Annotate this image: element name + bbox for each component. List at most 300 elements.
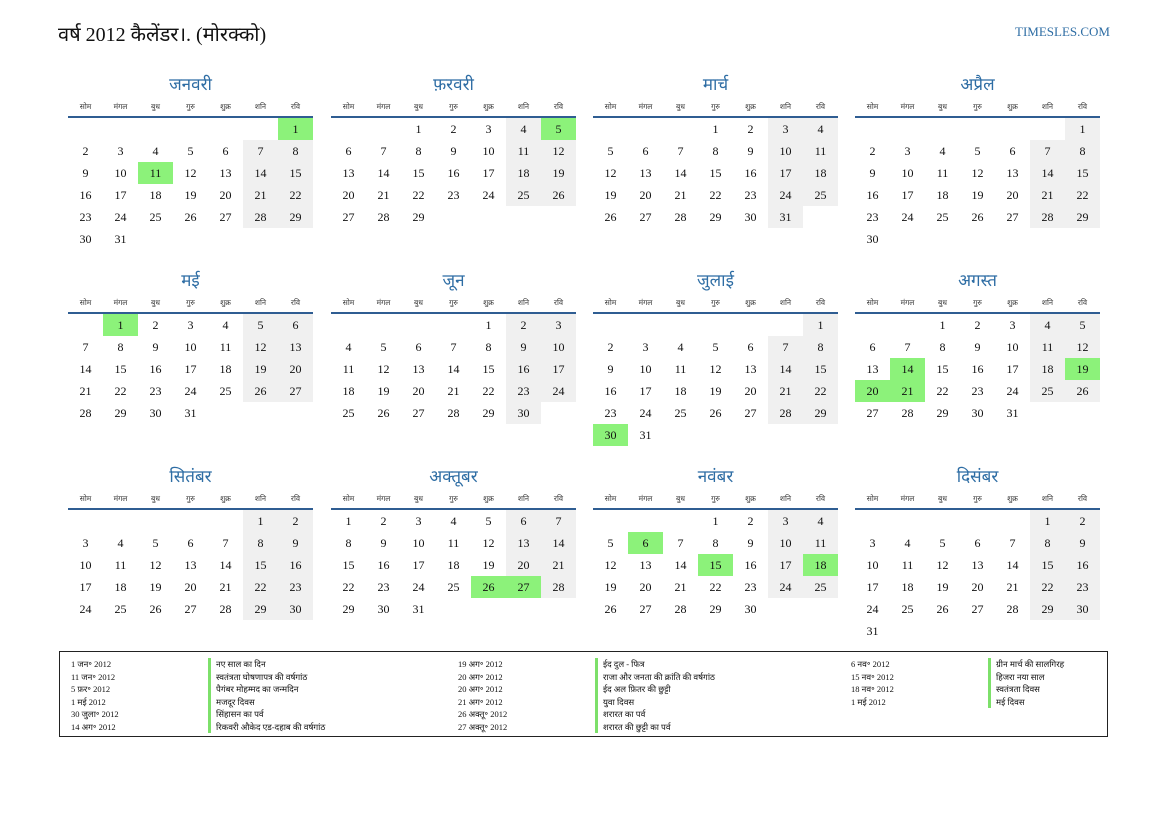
legend-date: 26 अक्तू॰ 2012 — [458, 709, 508, 719]
month-name: जून — [442, 271, 465, 290]
weekday-label: रवि — [1077, 298, 1088, 307]
empty-cell — [960, 118, 995, 140]
day-cell: 3 — [869, 536, 876, 550]
day-cell: 8 — [939, 340, 946, 354]
legend-date: 1 मई 2012 — [71, 696, 106, 707]
legend-date: 6 नव॰ 2012 — [851, 659, 890, 669]
weekday-label: सोम — [866, 298, 879, 307]
day-cell: 1 — [415, 122, 422, 136]
weekday-label: शुक्र — [745, 102, 756, 111]
legend-row — [447, 696, 715, 709]
weekday-label: सोम — [342, 102, 355, 111]
day-cell: 18 — [901, 580, 914, 594]
day-cell: 29 — [936, 406, 949, 420]
weekday-header — [331, 294, 576, 314]
empty-cell — [960, 510, 995, 532]
day-cell: 30 — [506, 402, 541, 424]
day-cell: 26 — [936, 602, 949, 616]
day-cell: 20 — [971, 580, 984, 594]
day-cell: 3 — [768, 510, 803, 532]
day-cell: 23 — [377, 580, 390, 594]
day-cell: 24 — [901, 210, 914, 224]
day-cell: 21 — [768, 380, 803, 402]
day-cell: 5 — [152, 536, 159, 550]
weekday-label: सोम — [866, 494, 879, 503]
day-cell: 21 — [243, 184, 278, 206]
day-cell: 18 — [506, 162, 541, 184]
month-name: अक्तूबर — [429, 467, 478, 486]
day-cell: 6 — [869, 340, 876, 354]
legend-date: 19 अग॰ 2012 — [458, 659, 503, 669]
legend-row — [840, 696, 1064, 709]
empty-cell — [366, 118, 401, 140]
day-cell: 19 — [377, 384, 390, 398]
day-cell: 16 — [447, 166, 460, 180]
day-cell: 23 — [447, 188, 460, 202]
day-grid — [68, 118, 313, 250]
legend-holiday-name: मजदूर दिवस — [208, 696, 255, 709]
day-cell: 30 — [377, 602, 390, 616]
day-cell: 17 — [768, 554, 803, 576]
day-cell: 19 — [184, 188, 197, 202]
legend-holiday-name: ईद दुल - फित्र — [595, 658, 645, 671]
day-cell: 18 — [447, 558, 460, 572]
day-cell: 17 — [482, 166, 495, 180]
empty-cell — [68, 118, 103, 140]
day-cell: 29 — [243, 598, 278, 620]
day-cell: 16 — [506, 358, 541, 380]
day-cell: 25 — [114, 602, 127, 616]
weekday-label: रवि — [553, 102, 564, 111]
day-cell: 27 — [1006, 210, 1019, 224]
day-cell: 4 — [506, 118, 541, 140]
day-cell: 6 — [747, 340, 754, 354]
day-cell: 28 — [243, 206, 278, 228]
weekday-header — [593, 294, 838, 314]
empty-cell — [138, 510, 173, 532]
month-block — [68, 72, 313, 250]
empty-cell — [925, 118, 960, 140]
weekday-label: गुरु — [973, 298, 982, 307]
day-cell: 3 — [117, 144, 124, 158]
day-cell: 22 — [1065, 184, 1100, 206]
day-cell: 7 — [677, 536, 684, 550]
weekday-label: रवि — [815, 102, 826, 111]
weekday-label: सोम — [342, 494, 355, 503]
weekday-label: गुरु — [711, 494, 720, 503]
empty-cell — [593, 314, 628, 336]
legend-holiday-name: युवा दिवस — [595, 696, 634, 709]
day-cell: 5 — [243, 314, 278, 336]
day-cell: 2 — [1065, 510, 1100, 532]
day-cell: 5 — [974, 144, 981, 158]
weekday-header — [855, 490, 1100, 510]
day-cell: 22 — [482, 384, 495, 398]
weekday-label: बुध — [414, 102, 423, 111]
day-cell: 30 — [79, 232, 92, 246]
weekday-label: सोम — [79, 298, 92, 307]
weekday-label: गुरु — [711, 102, 720, 111]
day-cell: 26 — [377, 406, 390, 420]
day-cell: 16 — [866, 188, 879, 202]
legend-row — [447, 658, 715, 671]
legend-date: 5 फ़र॰ 2012 — [71, 684, 111, 694]
day-cell: 6 — [278, 314, 313, 336]
weekday-label: रवि — [553, 494, 564, 503]
day-cell: 3 — [904, 144, 911, 158]
weekday-label: सोम — [79, 102, 92, 111]
day-cell: 28 — [901, 406, 914, 420]
day-cell: 3 — [485, 122, 492, 136]
empty-cell — [768, 314, 803, 336]
legend-row — [60, 708, 325, 721]
day-cell: 10 — [184, 340, 197, 354]
day-cell: 27 — [744, 406, 757, 420]
day-cell: 22 — [709, 188, 722, 202]
weekday-header — [331, 98, 576, 118]
empty-cell — [628, 314, 663, 336]
day-grid — [593, 510, 838, 620]
day-cell: 28 — [1030, 206, 1065, 228]
holiday-day: 6 — [628, 532, 663, 554]
day-cell: 1 — [1065, 118, 1100, 140]
day-cell: 6 — [187, 536, 194, 550]
day-grid — [68, 510, 313, 620]
day-grid — [855, 510, 1100, 642]
empty-cell — [331, 314, 366, 336]
day-cell: 26 — [243, 380, 278, 402]
day-cell: 13 — [184, 558, 197, 572]
day-cell: 4 — [939, 144, 946, 158]
day-cell: 12 — [243, 336, 278, 358]
weekday-label: गुरु — [973, 494, 982, 503]
day-cell: 25 — [901, 602, 914, 616]
empty-cell — [243, 118, 278, 140]
weekday-label: शनि — [1041, 102, 1054, 111]
day-cell: 9 — [82, 166, 89, 180]
day-cell: 3 — [1009, 318, 1016, 332]
day-cell: 26 — [149, 602, 162, 616]
day-cell: 7 — [380, 144, 387, 158]
month-name: अगस्त — [958, 271, 997, 290]
day-cell: 29 — [1030, 598, 1065, 620]
day-cell: 10 — [768, 532, 803, 554]
day-cell: 15 — [342, 558, 355, 572]
day-cell: 8 — [712, 536, 719, 550]
day-cell: 12 — [1065, 336, 1100, 358]
day-cell: 13 — [506, 532, 541, 554]
legend-holiday-name: शरारत का पर्व — [595, 708, 645, 721]
empty-cell — [855, 510, 890, 532]
month-block — [68, 464, 313, 620]
empty-cell — [890, 314, 925, 336]
day-cell: 9 — [278, 532, 313, 554]
weekday-label: मंगल — [638, 298, 653, 307]
day-cell: 25 — [506, 184, 541, 206]
day-cell: 9 — [607, 362, 614, 376]
day-cell: 2 — [974, 318, 981, 332]
day-cell: 27 — [219, 210, 232, 224]
day-cell: 27 — [342, 210, 355, 224]
day-cell: 28 — [377, 210, 390, 224]
day-cell: 17 — [79, 580, 92, 594]
day-cell: 4 — [904, 536, 911, 550]
weekday-label: गुरु — [186, 102, 195, 111]
legend-column-3 — [840, 658, 1064, 708]
weekday-label: शनि — [1041, 494, 1054, 503]
day-cell: 2 — [82, 144, 89, 158]
legend-holiday-name: पैगंबर मोहम्मद का जन्मदिन — [208, 683, 299, 696]
legend-column-1 — [60, 658, 325, 733]
day-cell: 23 — [604, 406, 617, 420]
weekday-label: शनि — [779, 298, 792, 307]
day-cell: 1 — [485, 318, 492, 332]
day-cell: 9 — [450, 144, 457, 158]
day-cell: 8 — [117, 340, 124, 354]
weekday-label: शुक्र — [483, 494, 494, 503]
day-cell: 10 — [541, 336, 576, 358]
day-cell: 14 — [79, 362, 92, 376]
day-grid — [855, 314, 1100, 424]
empty-cell — [593, 510, 628, 532]
day-cell: 28 — [79, 406, 92, 420]
weekday-header — [68, 98, 313, 118]
legend-date: 14 अग॰ 2012 — [71, 721, 116, 732]
day-cell: 15 — [278, 162, 313, 184]
empty-cell — [663, 314, 698, 336]
day-cell: 10 — [901, 166, 914, 180]
day-cell: 16 — [79, 188, 92, 202]
month-block — [593, 268, 838, 446]
legend-holiday-name: स्वतंत्रता घोषणापत्र की वर्षगांठ — [208, 671, 307, 684]
day-cell: 31 — [412, 602, 425, 616]
day-cell: 13 — [1006, 166, 1019, 180]
day-cell: 22 — [936, 384, 949, 398]
day-cell: 29 — [278, 206, 313, 228]
legend-date: 30 जुला॰ 2012 — [71, 709, 119, 719]
empty-cell — [173, 510, 208, 532]
day-cell: 7 — [541, 510, 576, 532]
weekday-label: गुरु — [186, 298, 195, 307]
day-cell: 21 — [1030, 184, 1065, 206]
holiday-day: 20 — [855, 380, 890, 402]
weekday-header — [855, 98, 1100, 118]
empty-cell — [995, 510, 1030, 532]
day-cell: 19 — [541, 162, 576, 184]
weekday-label: शुक्र — [220, 102, 231, 111]
weekday-label: बुध — [938, 494, 947, 503]
holiday-day: 27 — [506, 576, 541, 598]
legend-row — [447, 721, 715, 734]
day-cell: 2 — [278, 510, 313, 532]
day-cell: 27 — [639, 602, 652, 616]
day-cell: 30 — [1065, 598, 1100, 620]
weekday-label: शनि — [254, 102, 267, 111]
weekday-header — [593, 490, 838, 510]
month-name: सितंबर — [169, 467, 212, 486]
day-cell: 4 — [803, 118, 838, 140]
empty-cell — [103, 510, 138, 532]
day-cell: 15 — [412, 166, 425, 180]
day-cell: 8 — [243, 532, 278, 554]
weekday-label: रवि — [815, 298, 826, 307]
day-cell: 18 — [1030, 358, 1065, 380]
day-cell: 4 — [1030, 314, 1065, 336]
day-cell: 7 — [677, 144, 684, 158]
day-cell: 19 — [971, 188, 984, 202]
day-cell: 10 — [412, 536, 425, 550]
day-cell: 31 — [1006, 406, 1019, 420]
day-cell: 26 — [604, 210, 617, 224]
day-cell: 8 — [803, 336, 838, 358]
day-cell: 16 — [377, 558, 390, 572]
weekday-label: बुध — [676, 494, 685, 503]
day-cell: 13 — [971, 558, 984, 572]
empty-cell — [733, 314, 768, 336]
day-grid — [593, 314, 838, 446]
day-cell: 5 — [939, 536, 946, 550]
weekday-label: बुध — [151, 298, 160, 307]
weekday-label: मंगल — [376, 102, 391, 111]
day-cell: 16 — [278, 554, 313, 576]
weekday-label: सोम — [79, 494, 92, 503]
day-cell: 9 — [380, 536, 387, 550]
day-cell: 9 — [152, 340, 159, 354]
day-cell: 9 — [747, 536, 754, 550]
day-cell: 28 — [1006, 602, 1019, 616]
legend-row — [840, 658, 1064, 671]
day-cell: 1 — [243, 510, 278, 532]
legend-row — [60, 658, 325, 671]
empty-cell — [436, 314, 471, 336]
weekday-label: गुरु — [973, 102, 982, 111]
day-cell: 31 — [114, 232, 127, 246]
day-cell: 29 — [1065, 206, 1100, 228]
day-cell: 14 — [768, 358, 803, 380]
day-cell: 24 — [639, 406, 652, 420]
day-cell: 12 — [541, 140, 576, 162]
day-cell: 24 — [114, 210, 127, 224]
day-grid — [68, 314, 313, 424]
day-cell: 2 — [506, 314, 541, 336]
day-cell: 29 — [114, 406, 127, 420]
holiday-day: 19 — [1065, 358, 1100, 380]
day-cell: 16 — [744, 166, 757, 180]
day-cell: 5 — [607, 536, 614, 550]
day-cell: 30 — [744, 210, 757, 224]
day-cell: 30 — [744, 602, 757, 616]
month-block — [593, 72, 838, 228]
weekday-label: शनि — [254, 298, 267, 307]
day-cell: 11 — [674, 362, 687, 376]
day-cell: 13 — [639, 558, 652, 572]
day-cell: 14 — [1030, 162, 1065, 184]
weekday-label: रवि — [553, 298, 564, 307]
day-cell: 20 — [412, 384, 425, 398]
day-cell: 31 — [184, 406, 197, 420]
day-cell: 8 — [1030, 532, 1065, 554]
day-cell: 25 — [149, 210, 162, 224]
weekday-label: मंगल — [638, 494, 653, 503]
day-cell: 23 — [1065, 576, 1100, 598]
empty-cell — [208, 510, 243, 532]
day-cell: 23 — [506, 380, 541, 402]
day-cell: 20 — [219, 188, 232, 202]
empty-cell — [663, 118, 698, 140]
day-cell: 7 — [904, 340, 911, 354]
day-cell: 17 — [639, 384, 652, 398]
day-cell: 14 — [243, 162, 278, 184]
day-cell: 24 — [184, 384, 197, 398]
weekday-label: मंगल — [113, 102, 128, 111]
day-cell: 5 — [485, 514, 492, 528]
day-cell: 30 — [149, 406, 162, 420]
day-cell: 12 — [604, 166, 617, 180]
day-cell: 1 — [345, 514, 352, 528]
day-cell: 18 — [114, 580, 127, 594]
legend-date: 11 जन॰ 2012 — [71, 671, 116, 682]
day-cell: 6 — [415, 340, 422, 354]
day-cell: 25 — [674, 406, 687, 420]
day-cell: 14 — [541, 532, 576, 554]
weekday-label: शुक्र — [1007, 298, 1018, 307]
legend-date: 18 नव॰ 2012 — [851, 684, 894, 694]
month-block — [855, 268, 1100, 424]
day-cell: 29 — [482, 406, 495, 420]
day-cell: 4 — [117, 536, 124, 550]
weekday-label: शनि — [517, 102, 530, 111]
site-link[interactable]: TIMESLES.COM — [1015, 24, 1110, 39]
day-cell: 14 — [674, 558, 687, 572]
empty-cell — [208, 118, 243, 140]
weekday-label: रवि — [1077, 494, 1088, 503]
empty-cell — [401, 314, 436, 336]
day-cell: 14 — [219, 558, 232, 572]
day-cell: 2 — [869, 144, 876, 158]
legend-date: 27 अक्तू॰ 2012 — [458, 721, 508, 732]
weekday-label: रवि — [290, 494, 301, 503]
weekday-label: रवि — [290, 298, 301, 307]
day-cell: 22 — [342, 580, 355, 594]
empty-cell — [925, 510, 960, 532]
day-cell: 30 — [278, 598, 313, 620]
day-cell: 25 — [803, 576, 838, 598]
day-cell: 23 — [79, 210, 92, 224]
weekday-label: रवि — [815, 494, 826, 503]
legend-date: 15 नव॰ 2012 — [851, 671, 894, 682]
day-cell: 12 — [709, 362, 722, 376]
empty-cell — [855, 314, 890, 336]
empty-cell — [698, 314, 733, 336]
empty-cell — [68, 314, 103, 336]
day-cell: 17 — [541, 358, 576, 380]
day-cell: 19 — [482, 558, 495, 572]
month-name: जुलाई — [697, 271, 734, 290]
day-cell: 16 — [971, 362, 984, 376]
day-cell: 2 — [152, 318, 159, 332]
weekday-label: बुध — [938, 298, 947, 307]
empty-cell — [995, 118, 1030, 140]
day-cell: 26 — [184, 210, 197, 224]
weekday-label: सोम — [342, 298, 355, 307]
month-name: नवंबर — [697, 467, 734, 486]
day-cell: 8 — [1065, 140, 1100, 162]
day-cell: 20 — [184, 580, 197, 594]
day-cell: 1 — [939, 318, 946, 332]
holiday-day: 11 — [138, 162, 173, 184]
day-cell: 27 — [412, 406, 425, 420]
day-cell: 24 — [866, 602, 879, 616]
